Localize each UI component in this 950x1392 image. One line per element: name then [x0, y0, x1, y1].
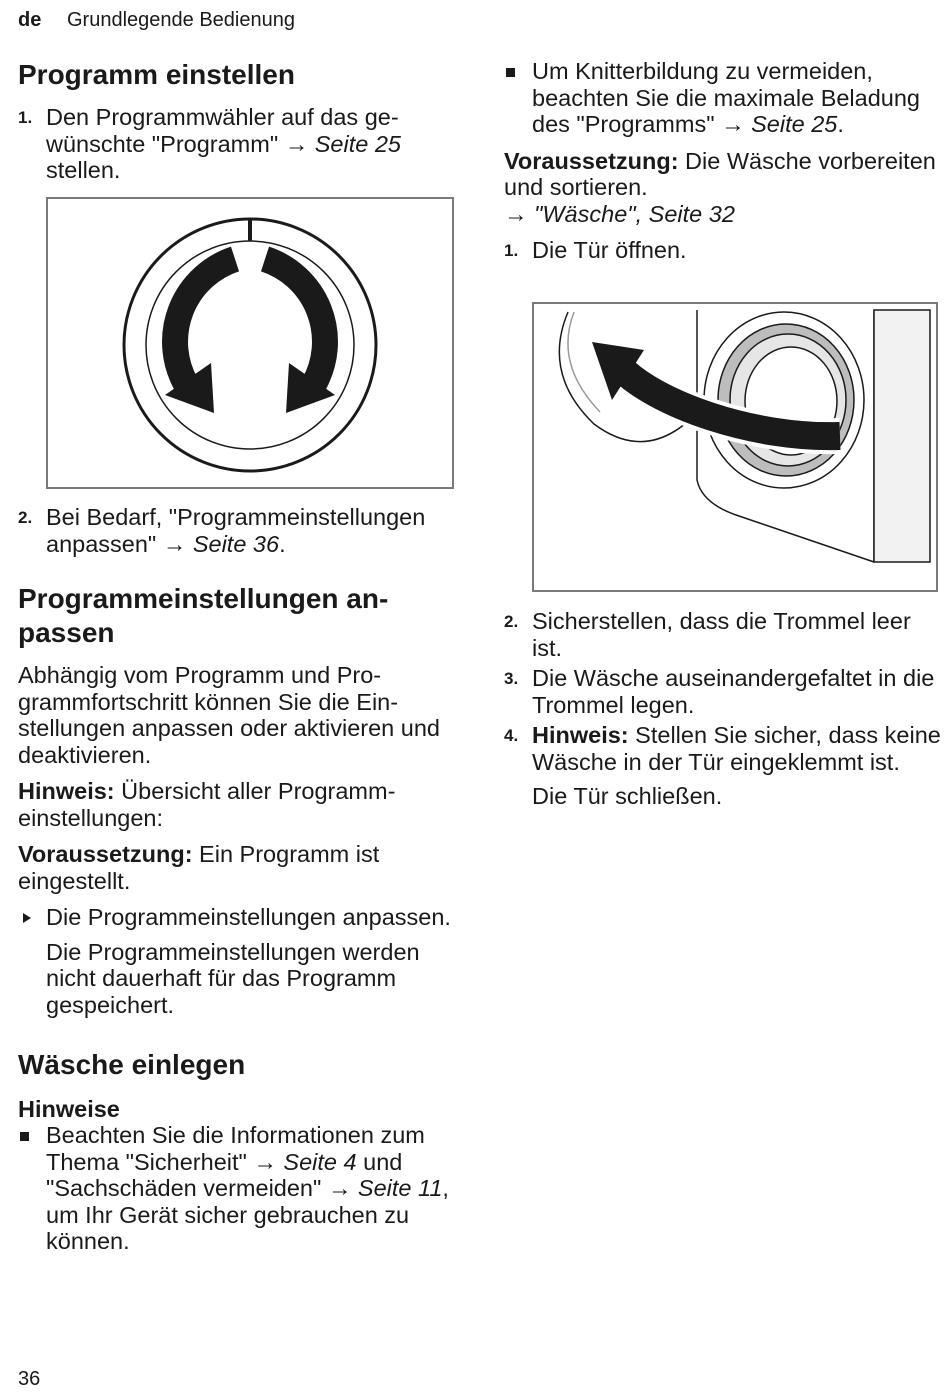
heading-programmeinstellungen: Programmeinstellungen anpassen: [18, 583, 389, 648]
right-column-bottom: [504, 608, 944, 810]
bullet-text-after: .: [837, 111, 844, 137]
program-dial-illustration: [46, 197, 454, 489]
step-text: Die Wäsche auseinandergefaltet in die Trommel legen.: [532, 665, 935, 718]
page-reference-link[interactable]: Seite 25: [314, 130, 401, 157]
square-bullet-icon: [20, 1132, 29, 1141]
step-number: 1.: [504, 241, 519, 260]
left-column-middle: [18, 504, 458, 1255]
step-number: 2.: [504, 612, 519, 631]
section-title: Grundlegende Bedienung: [67, 9, 295, 31]
list-item: [504, 608, 944, 661]
voraussetzung-paragraph: [18, 841, 458, 894]
bullet-text: Um Knitterbildung zu vermeiden, beachten Sie die maximale Beladung des "Programms": [532, 58, 921, 137]
step-text: Stellen Sie sicher, dass keine Wäsche in der Tür eingeklemmt ist.: [532, 722, 941, 775]
voraussetzung-text: Ein Programm ist eingestellt.: [18, 841, 380, 894]
washer-door-illustration: [532, 302, 938, 592]
hinweis-paragraph: [18, 778, 458, 831]
step-text-after: stellen.: [46, 157, 121, 183]
left-column-top: [18, 58, 458, 184]
heading-hinweise: Hinweise: [18, 1096, 120, 1122]
page-reference-link[interactable]: Seite 11: [357, 1175, 443, 1201]
step-number: 1.: [18, 108, 33, 127]
voraussetzung-paragraph: [504, 148, 944, 228]
list-item: [18, 504, 458, 557]
result-paragraph: Die Tür schließen.: [532, 783, 723, 809]
hinweis-label: Hinweis:: [532, 722, 629, 748]
bullet-text: Beachten Sie die Informationen zum Thema "Sicherheit": [46, 1122, 425, 1175]
voraussetzung-label: Voraussetzung:: [504, 147, 679, 174]
arrow-icon: →: [253, 1148, 277, 1175]
page-number: 36: [18, 1368, 41, 1390]
list-item: [504, 722, 944, 775]
step-text-after: .: [279, 530, 286, 557]
list-item: [504, 58, 944, 138]
step-text: Den Programmwähler auf das gewünschte "Programm": [46, 104, 399, 157]
triangle-bullet-icon: [23, 913, 31, 923]
bullet-text: und "Sachschäden vermeiden": [46, 1148, 403, 1201]
step-text: Die Tür öffnen.: [532, 237, 687, 263]
step-number: 3.: [504, 669, 519, 688]
step-text: Sicherstellen, dass die Trommel leer ist.: [532, 608, 911, 661]
voraussetzung-label: Voraussetzung:: [18, 841, 193, 867]
arrow-icon: →: [162, 530, 187, 557]
page-reference-link[interactable]: Seite 25: [751, 111, 838, 137]
arrow-icon: →: [327, 1175, 352, 1201]
washer-door-icon: [534, 304, 936, 590]
step-number: 4.: [504, 726, 519, 745]
heading-waesche-einlegen: Wäsche einlegen: [18, 1049, 246, 1080]
hinweis-text: Übersicht aller Programmeinstellungen:: [18, 778, 396, 831]
language-code: de: [18, 9, 42, 31]
action-item: [18, 904, 458, 931]
step-number: 2.: [18, 508, 33, 527]
right-column-top: [504, 58, 944, 264]
list-item: [18, 1122, 458, 1255]
heading-programm-einstellen: Programm einstellen: [18, 59, 295, 90]
arrow-icon: →: [504, 200, 528, 227]
program-dial-icon: [48, 199, 452, 487]
action-text: Die Programmeinstellungen anpassen.: [46, 904, 451, 930]
page-reference-link[interactable]: Seite 36: [192, 530, 280, 557]
square-bullet-icon: [506, 68, 515, 77]
list-item: [504, 665, 944, 718]
intro-paragraph: Abhängig vom Programm und Programmfortschritt können Sie die Einstellungen anpassen oder aktivieren und deaktivieren.: [18, 662, 440, 768]
voraussetzung-text: Die Wäsche vorbereiten und sortieren.: [504, 147, 936, 200]
arrow-icon: →: [284, 130, 309, 157]
hinweis-label: Hinweis:: [18, 778, 115, 804]
arrow-icon: →: [721, 111, 745, 137]
result-paragraph: Die Programmeinstellungen werden nicht dauerhaft für das Programm gespeichert.: [46, 938, 420, 1018]
page-reference-link[interactable]: Seite 4: [283, 1148, 357, 1175]
list-item: [504, 237, 944, 264]
list-item: [18, 104, 458, 184]
step-text: Bei Bedarf, "Programmeinstellungen anpassen": [46, 504, 426, 557]
bullet-text: , um Ihr Gerät sicher gebrauchen zu können.: [46, 1175, 449, 1254]
page-reference-link[interactable]: "Wäsche", Seite 32: [534, 200, 735, 227]
